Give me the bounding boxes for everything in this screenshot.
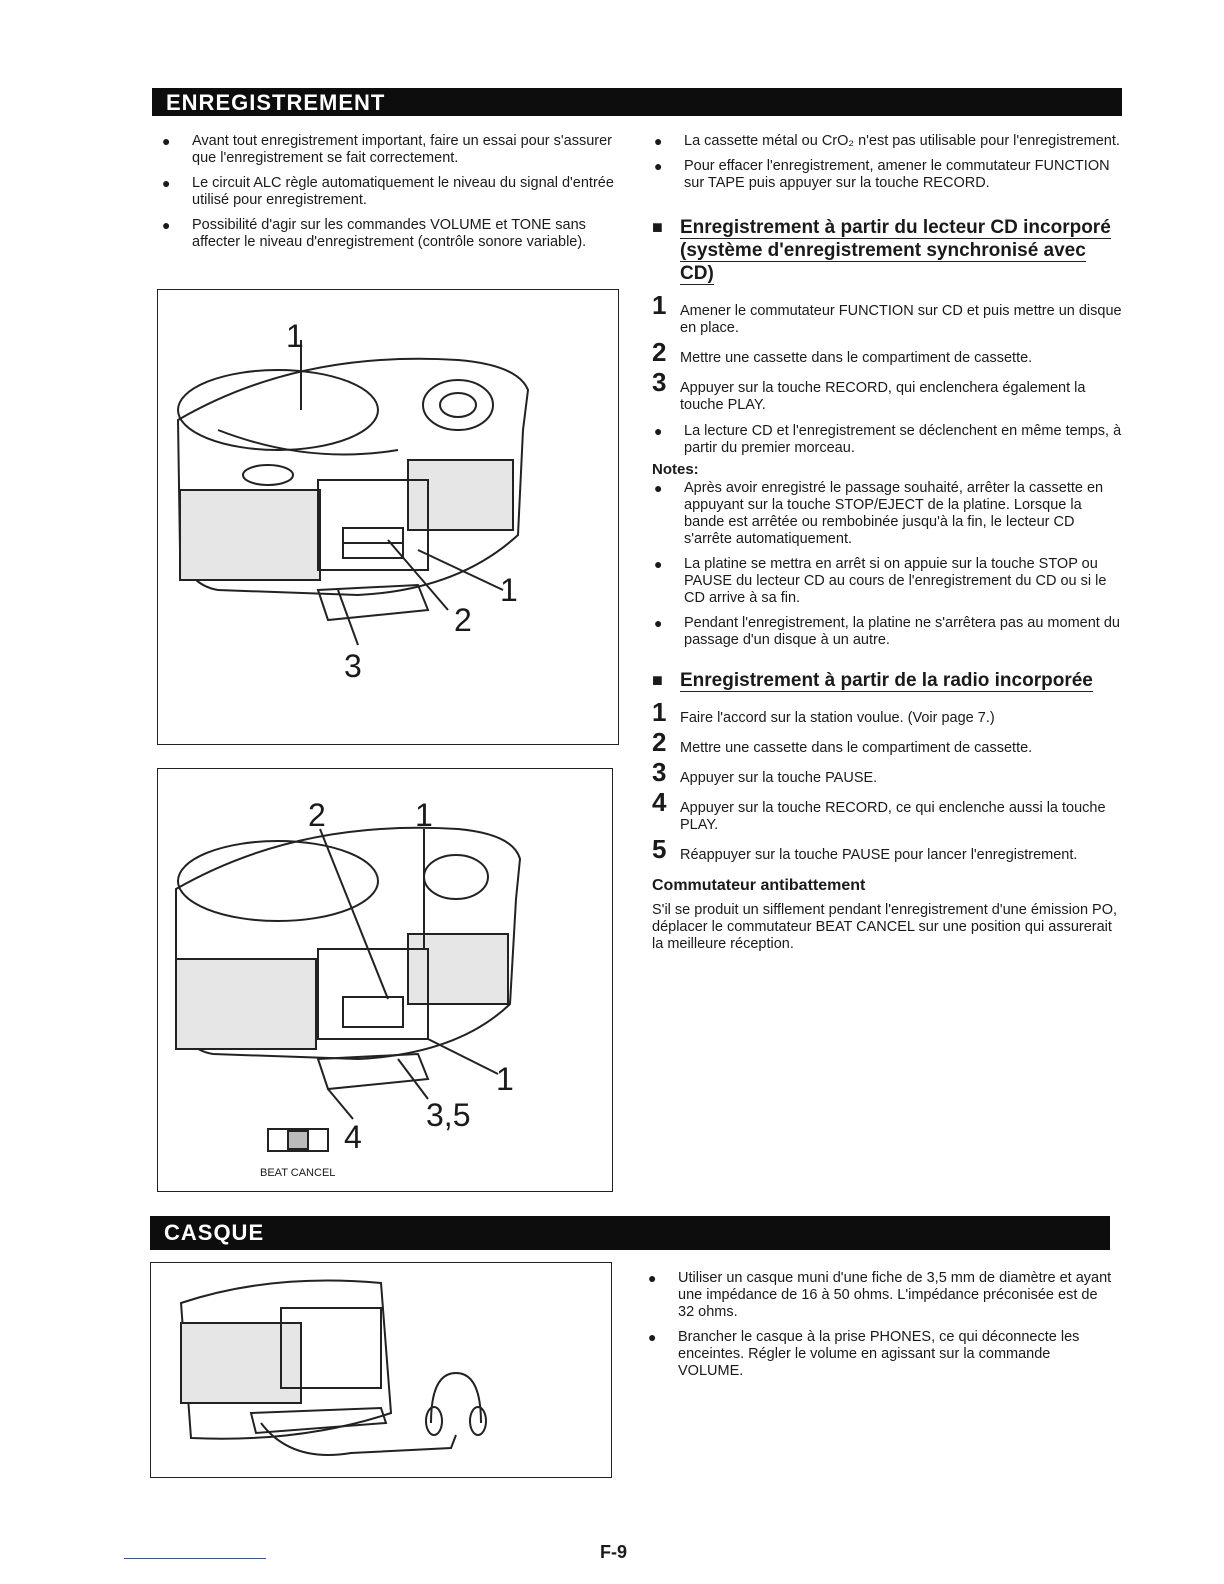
- heading-radio-recording: ■ Enregistrement à partir de la radio incorporée: [652, 669, 1122, 692]
- section-title: ENREGISTREMENT: [166, 90, 386, 115]
- callout-label: 1: [496, 1061, 514, 1097]
- callout-label: 1: [415, 797, 433, 833]
- list-item: 5 Réappuyer sur la touche PAUSE pour lancer l'enregistrement.: [652, 834, 1078, 864]
- callout-label: 2: [308, 797, 326, 833]
- list-item: ● Avant tout enregistrement important, faire un essai pour s'assurer que l'enregistrement se fait correctement.: [160, 133, 628, 167]
- headphones-illustration: [151, 1263, 611, 1477]
- list-item: ● Utiliser un casque muni d'une fiche de 3,5 mm de diamètre et ayant une impédance de 16 à 50 ohms. L'impédance préconisée est de 32 ohms.: [646, 1270, 1114, 1321]
- section-header-headphones: [150, 1216, 1110, 1250]
- footer-divider: [124, 1558, 266, 1559]
- list-item: 4 Appuyer sur la touche RECORD, ce qui enclenche aussi la touche PLAY.: [652, 787, 1106, 833]
- callout-label: 3: [344, 648, 362, 684]
- list-item: 1 Faire l'accord sur la station voulue. (Voir page 7.): [652, 697, 995, 727]
- list-item: ● Possibilité d'agir sur les commandes VOLUME et TONE sans affecter le niveau d'enregistrement (contrôle sonore variable).: [160, 217, 628, 251]
- callout-label: 1: [286, 318, 304, 354]
- right-column: [652, 133, 1122, 953]
- list-item: ● La lecture CD et l'enregistrement se déclenchent en même temps, à partir du premier morceau.: [652, 423, 1122, 457]
- list-item: 3 Appuyer sur la touche RECORD, qui enclenchera également la touche PLAY.: [652, 367, 1086, 413]
- list-item: 2 Mettre une cassette dans le compartiment de cassette.: [652, 727, 1033, 757]
- cd-steps: [652, 290, 1122, 414]
- section-header-recording: [152, 88, 1122, 116]
- switch-label: BEAT CANCEL: [260, 1167, 336, 1179]
- heading-beat-cancel: Commutateur antibattement: [652, 877, 866, 894]
- callout-label: 3,5: [426, 1097, 471, 1133]
- callout-label: 2: [454, 602, 472, 638]
- list-item: ● Brancher le casque à la prise PHONES, ce qui déconnecte les enceintes. Régler le volume en agissant sur la commande VOLUME.: [646, 1329, 1114, 1380]
- figure-headphones: [150, 1262, 612, 1478]
- callout-label: 4: [344, 1119, 362, 1155]
- figure-cd-recording: [157, 289, 619, 745]
- list-item: 1 Amener le commutateur FUNCTION sur CD et puis mettre un disque en place.: [652, 290, 1122, 336]
- callout-label: 1: [500, 572, 518, 608]
- notes-label: Notes:: [652, 461, 699, 478]
- radio-steps: [652, 697, 1122, 864]
- list-item: ● La platine se mettra en arrêt si on appuie sur la touche STOP ou PAUSE du lecteur CD au cours de l'enregistrement du CD ou si le CD arrive à sa fin.: [652, 556, 1122, 607]
- list-item: 2 Mettre une cassette dans le compartiment de cassette.: [652, 337, 1033, 367]
- figure-radio-recording: [157, 768, 613, 1192]
- left-notes: [160, 133, 628, 259]
- list-item: ● Le circuit ALC règle automatiquement le niveau du signal d'entrée utilisé pour enregistrement.: [160, 175, 628, 209]
- headphones-notes: [646, 1270, 1114, 1388]
- beat-cancel-text: S'il se produit un sifflement pendant l'enregistrement d'une émission PO, déplacer le commutateur BEAT CANCEL sur une position qui assurerait la meilleure réception.: [652, 902, 1118, 952]
- list-item: 3 Appuyer sur la touche PAUSE.: [652, 757, 878, 787]
- list-item: ● Après avoir enregistré le passage souhaité, arrêter la cassette en appuyant sur la touche STOP/EJECT de la platine. Lorsque la bande est arrêtée ou rembobinée jusqu'à la fin, le lecteur CD s'arrête automatiquement.: [652, 480, 1122, 548]
- list-item: ● Pendant l'enregistrement, la platine ne s'arrêtera pas au moment du passage d'un disque à un autre.: [652, 615, 1122, 649]
- boombox-illustration: [158, 290, 618, 744]
- page-number: F-9: [600, 1542, 627, 1562]
- list-item: ● Pour effacer l'enregistrement, amener le commutateur FUNCTION sur TAPE puis appuyer sur la touche RECORD.: [652, 158, 1122, 192]
- boombox-illustration: [158, 769, 612, 1191]
- list-item: ● La cassette métal ou CrO₂ n'est pas utilisable pour l'enregistrement.: [652, 133, 1122, 150]
- section-title: CASQUE: [164, 1220, 265, 1245]
- heading-cd-recording: ■ Enregistrement à partir du lecteur CD incorporé (système d'enregistrement synchronisé avec CD): [652, 216, 1122, 285]
